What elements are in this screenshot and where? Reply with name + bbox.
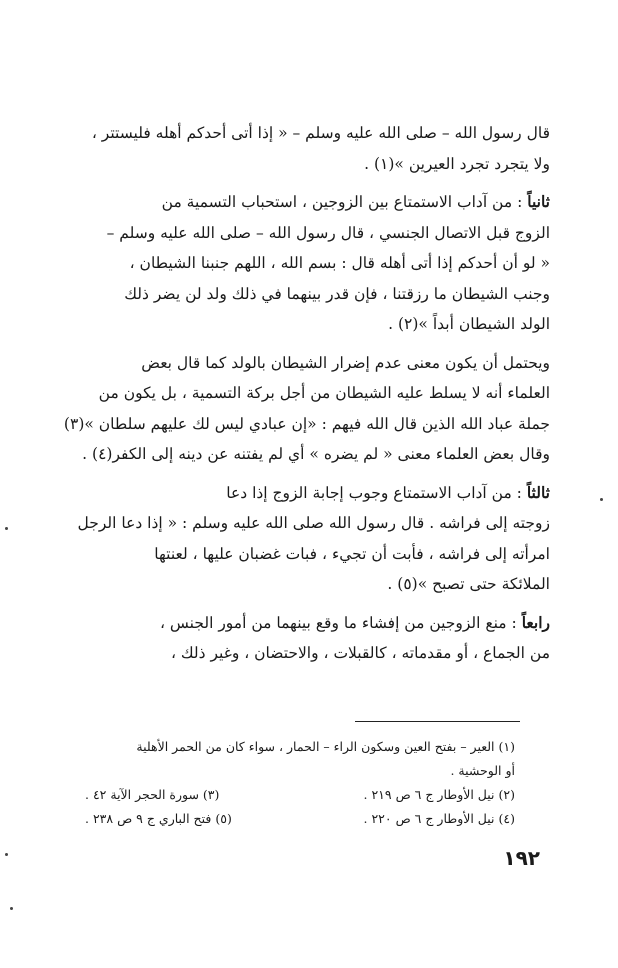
footnote-text: أو الوحشية . — [450, 763, 515, 778]
text-span: : من آداب الاستمتاع وجوب إجابة الزوج إذا دعا — [226, 483, 527, 502]
text-line: قال رسول الله – صلى الله عليه وسلم – « إذا أتى أحدكم أهله فليستتر ، — [91, 124, 550, 142]
text-line: وجنب الشيطان ما رزقتنا ، فإن قدر بينهما في ذلك ولد لن يضر ذلك — [124, 284, 550, 303]
paragraph-lead: ثانياً — [527, 192, 550, 211]
paragraph-4 — [77, 478, 550, 600]
paragraph-2 — [80, 187, 550, 340]
text-line: الملائكة حتى تصبح »(٥) . — [387, 575, 550, 593]
scan-speck — [10, 907, 13, 910]
scan-speck — [600, 498, 603, 501]
footnote-1-cont — [85, 759, 515, 783]
text-line: ولا يتجرد تجرد العيرين »(١) . — [364, 154, 550, 173]
text-line — [80, 608, 550, 639]
text-line: زوجته إلى فراشه . قال رسول الله صلى الله عليه وسلم : « إذا دعا الرجل — [77, 514, 550, 532]
paragraph-5 — [80, 608, 550, 669]
paragraph-1 — [80, 118, 550, 179]
footnote-row-2 — [85, 783, 515, 807]
text-line: « لو أن أحدكم إذا أتى أهله قال : بسم الله ، اللهم جنبنا الشيطان ، — [129, 254, 550, 272]
paragraph-3 — [63, 348, 550, 470]
footnotes — [85, 735, 515, 831]
text-line: امرأته إلى فراشه ، فأبت أن تجيء ، فبات غضبان عليها ، لعنتها — [154, 544, 550, 563]
text-line: الزوج قبل الاتصال الجنسي ، قال رسول الله – صلى الله عليه وسلم – — [106, 223, 550, 242]
footnote-text: (١) العير – بفتح العين وسكون الراء – الحمار ، سواء كان من الحمر الأهلية — [136, 739, 515, 754]
text-line — [80, 187, 550, 218]
page-number: ١٩٢ — [503, 846, 540, 870]
text-line: ويحتمل أن يكون معنى عدم إضرار الشيطان بالولد كما قال بعض — [141, 353, 550, 372]
text-span: : منع الزوجين من إفشاء ما وقع بينهما من أمور الجنس ، — [159, 613, 522, 632]
text-line — [80, 478, 550, 509]
footnote-2: (٢) نيل الأوطار ج ٦ ص ٢١٩ . — [363, 787, 515, 802]
text-span: : من آداب الاستمتاع بين الزوجين ، استحباب التسمية من — [161, 193, 528, 211]
scan-speck — [5, 853, 8, 856]
footnote-4: (٤) نيل الأوطار ج ٦ ص ٢٢٠ . — [363, 811, 515, 826]
text-line: الولد الشيطان أبداً »(٢) . — [388, 315, 550, 333]
footnote-row-3 — [85, 807, 515, 831]
text-line: من الجماع ، أو مقدماته ، كالقبلات ، والاحتضان ، وغير ذلك ، — [170, 644, 550, 662]
footnote-3: (٣) سورة الحجر الآية ٤٢ . — [85, 787, 220, 802]
paragraph-lead: رابعاً — [521, 612, 550, 632]
text-line: العلماء أنه لا يسلط عليه الشيطان من أجل بركة التسمية ، بل يكون من — [98, 384, 550, 402]
text-line: جملة عباد الله الذين قال الله فيهم : «إن عبادي ليس لك عليهم سلطان »(٣) — [63, 414, 550, 433]
text-line: وقال بعض العلماء معنى « لم يضره » أي لم يفتنه عن دينه إلى الكفر(٤) . — [82, 445, 550, 463]
main-text — [63, 118, 550, 677]
footnote-separator — [355, 721, 520, 722]
footnote-1 — [85, 735, 515, 759]
paragraph-lead: ثالثاً — [526, 482, 550, 502]
footnote-5: (٥) فتح الباري ج ٩ ص ٢٣٨ . — [85, 811, 232, 826]
scan-speck — [5, 527, 8, 530]
